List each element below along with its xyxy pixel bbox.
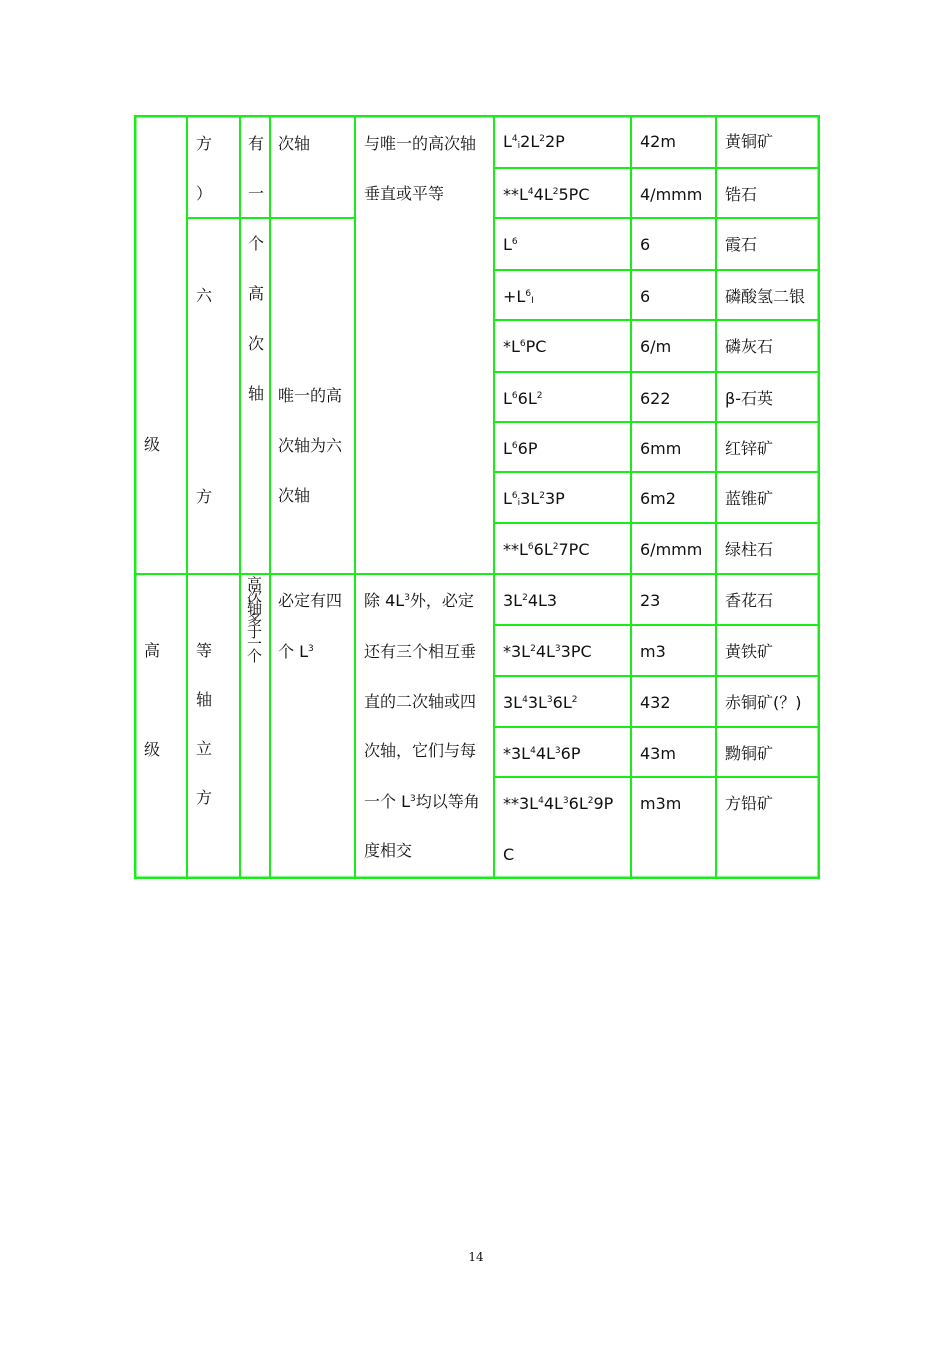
symmetry-formula: $L^4_i2L^22P$ (503, 132, 565, 151)
category-label: 级 (144, 435, 161, 454)
point-group-symbol: 6m2 (640, 489, 676, 508)
symmetry-formula: $**L^66L^27PC$ (503, 540, 590, 559)
axis-count-label: 轴 (248, 384, 265, 403)
crystal-system-label: 方 (196, 788, 213, 807)
crystal-system-label: 方 (196, 134, 213, 153)
symmetry-formula: $*L^6PC$ (503, 337, 547, 356)
crystal-system-label: 轴 (196, 690, 213, 709)
mineral-name: 磷酸氢二银 (725, 287, 806, 306)
mineral-name: 红锌矿 (725, 439, 774, 458)
point-group-symbol: 6/mmm (640, 540, 703, 559)
mineral-name: 黄铁矿 (725, 642, 774, 661)
symmetry-formula: $+L^6_I$ (503, 287, 534, 306)
symmetry-formula: $*3L^24L^33PC$ (503, 642, 592, 661)
axis-feature-label: 必定有四 (278, 591, 343, 610)
symmetry-formula: $3L^24L3$ (503, 591, 558, 610)
axis-feature-label: 唯一的高 (278, 386, 343, 405)
axis-feature-label: 次轴为六 (278, 436, 343, 455)
axis-count-label-vertical: 高次轴多于一个 (245, 576, 263, 660)
table-grid (134, 115, 820, 879)
axis-relation-label: 一个 $L^3$均以等角 (364, 792, 480, 811)
point-group-symbol: 622 (640, 389, 671, 408)
mineral-name: 磷灰石 (725, 337, 774, 356)
category-label: 高 (144, 641, 161, 660)
axis-count-label: 一 (248, 184, 265, 203)
mineral-name: β-石英 (725, 389, 773, 408)
crystal-system-label: ） (196, 184, 213, 203)
point-group-symbol: 432 (640, 693, 671, 712)
mineral-name: 方铅矿 (725, 794, 774, 813)
mineral-name: 黝铜矿 (725, 744, 774, 763)
point-group-symbol: m3 (640, 642, 666, 661)
mineral-name: 霞石 (725, 235, 758, 254)
axis-relation-label: 还有三个相互垂 (364, 642, 477, 661)
crystal-system-label: 等 (196, 641, 213, 660)
mineral-name: 赤铜矿(？) (725, 693, 802, 712)
symmetry-formula: $**L^44L^25PC$ (503, 185, 590, 204)
symmetry-formula: $**3L^44L^36L^29P$ (503, 794, 614, 813)
symmetry-formula: $L^6_i3L^23P$ (503, 489, 565, 508)
mineral-name: 黄铜矿 (725, 132, 774, 151)
axis-relation-label: 度相交 (364, 841, 413, 860)
symmetry-formula: $L^66L^2$ (503, 389, 543, 408)
point-group-symbol: 6 (640, 287, 651, 306)
point-group-symbol: 23 (640, 591, 661, 610)
mineral-name: 绿柱石 (725, 540, 774, 559)
point-group-symbol: 6/m (640, 337, 672, 356)
symmetry-formula: $3L^43L^36L^2$ (503, 693, 578, 712)
axis-relation-label: 与唯一的高次轴 (364, 134, 477, 153)
point-group-symbol: 6 (640, 235, 651, 254)
symmetry-formula: $L^6$ (503, 235, 518, 254)
axis-count-label: 次 (248, 334, 265, 353)
category-label: 级 (144, 740, 161, 759)
crystal-system-label: 立 (196, 739, 213, 758)
symmetry-classification-table (134, 115, 820, 879)
axis-relation-label: 垂直或平等 (364, 184, 445, 203)
axis-feature-label: 个 $L^3$ (278, 642, 314, 661)
axis-count-label: 个 (248, 234, 265, 253)
axis-count-label: 高 (248, 284, 265, 303)
axis-relation-label: 次轴，它们与每 (364, 741, 477, 760)
axis-count-label: 有 (248, 134, 265, 153)
point-group-symbol: 43m (640, 744, 676, 763)
axis-relation-label: 直的二次轴或四 (364, 692, 477, 711)
mineral-name: 香花石 (725, 591, 774, 610)
symmetry-formula: $L^66P$ (503, 439, 538, 458)
crystal-system-label: 六 (196, 286, 213, 305)
point-group-symbol: 6mm (640, 439, 682, 458)
point-group-symbol: 4/mmm (640, 185, 703, 204)
symmetry-formula: $*3L^44L^36P$ (503, 744, 581, 763)
point-group-symbol: 42m (640, 132, 676, 151)
mineral-name: 蓝锥矿 (725, 489, 774, 508)
crystal-system-label: 方 (196, 487, 213, 506)
axis-feature-label: 次轴 (278, 134, 311, 153)
mineral-name: 锆石 (725, 185, 758, 204)
axis-relation-label: 除 $4L^3$外，必定 (364, 591, 474, 610)
axis-feature-label: 次轴 (278, 486, 311, 505)
page-number: 14 (468, 1250, 484, 1264)
point-group-symbol: m3m (640, 794, 682, 813)
symmetry-formula: C (503, 845, 515, 864)
